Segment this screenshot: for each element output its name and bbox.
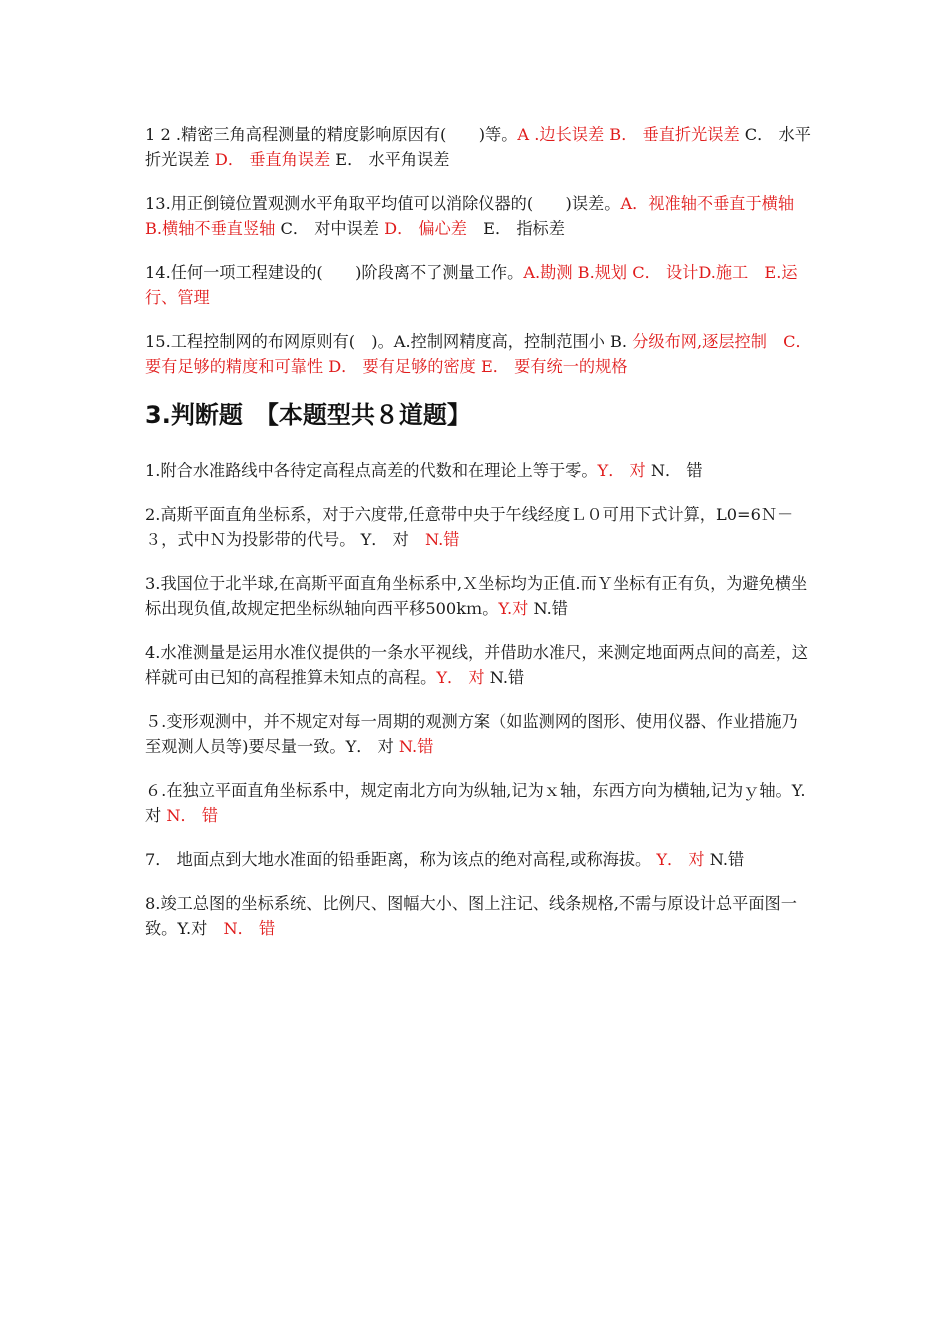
answer-option: 分级布网,逐层控制 C． 要有足够的精度和可靠性 D． 要有足够的密度 E． 要有统一的规格 <box>145 332 812 376</box>
question-text: ６.在独立平面直角坐标系中，规定南北方向为纵轴,记为ｘ轴，东西方向为横轴,记为ｙ轴。Y.对 <box>145 781 806 825</box>
answer-option: Y． 对 <box>436 668 485 687</box>
question-text: N． 错 <box>645 461 703 480</box>
answer-option: A.勘测 B.规划 C． 设计D.施工 E.运行、管理 <box>145 263 798 307</box>
question-text: E． 水平角误差 <box>330 150 450 169</box>
question-text: 1 2 .精密三角高程测量的精度影响原因有( )等。 <box>145 125 518 144</box>
document-page <box>145 122 813 960</box>
question-14 <box>145 260 813 310</box>
answer-option: N.错 <box>398 737 434 756</box>
answer-option: A．视准轴不垂直于横轴 B.横轴不垂直竖轴 <box>145 194 795 238</box>
question-text: C． 对中误差 <box>275 219 385 238</box>
answer-option: N.错 <box>424 530 460 549</box>
judge-question-6 <box>145 778 813 828</box>
question-13 <box>145 191 813 241</box>
judge-question-3 <box>145 571 813 621</box>
question-text: 1.附合水准路线中各待定高程点高差的代数和在理论上等于零。 <box>145 461 598 480</box>
question-text: 3.我国位于北半球,在高斯平面直角坐标系中,Ｘ坐标均为正值.而Ｙ坐标有正有负，为避免横坐标出现负值,故规定把坐标纵轴向西平移500kｍ。 <box>145 574 808 618</box>
question-15 <box>145 329 813 379</box>
question-text: 8.竣工总图的坐标系统、比例尺、图幅大小、图上注记、线条规格,不需与原设计总平面图一致。Y.对 <box>145 894 797 938</box>
answer-option: A .边长误差 B． 垂直折光误差 <box>517 125 740 144</box>
judge-question-7 <box>145 847 813 872</box>
question-text: ５.变形观测中，并不规定对每一周期的观测方案（如监测网的图形、使用仪器、作业措施乃至观测人员等)要尽量一致。Y． 对 <box>145 712 798 756</box>
answer-option: N． 错 <box>166 806 219 825</box>
question-text: E． 指标差 <box>467 219 565 238</box>
judge-question-4 <box>145 640 813 690</box>
judge-question-1 <box>145 458 813 483</box>
answer-option: N． 错 <box>223 919 276 938</box>
question-text: N.错 <box>528 599 568 618</box>
answer-option: Y． 对 <box>656 850 705 869</box>
question-text: 13.用正倒镜位置观测水平角取平均值可以消除仪器的( )误差。 <box>145 194 621 213</box>
answer-option: Y.对 <box>498 599 529 618</box>
judge-question-5 <box>145 709 813 759</box>
section-heading: 3.判断题 【本题型共８道题】 <box>145 401 471 429</box>
question-text: 15.工程控制网的布网原则有( )。A.控制网精度高，控制范围小 B. <box>145 332 633 351</box>
answer-option: Y． 对 <box>597 461 646 480</box>
question-text: 4.水准测量是运用水准仪提供的一条水平视线，并借助水准尺，来测定地面两点间的高差，这样就可由已知的高程推算未知点的高程。 <box>145 643 808 687</box>
question-text: N.错 <box>704 850 745 869</box>
answer-option: D． 偏心差 <box>384 219 467 238</box>
judge-question-8 <box>145 891 813 941</box>
question-text: C． 水平折光误差 <box>145 125 811 169</box>
judge-question-2 <box>145 502 813 552</box>
question-text: N.错 <box>484 668 525 687</box>
question-text: 2.高斯平面直角坐标系，对于六度带,任意带中央于午线经度Ｌ０可用下式计算，L0=6Ｎ－３，式中Ｎ为投影带的代号。 Y． 对 <box>145 505 794 549</box>
question-text: 7． 地面点到大地水准面的铅垂距离，称为该点的绝对高程,或称海拔。 <box>145 850 657 869</box>
question-text: 14.任何一项工程建设的( )阶段离不了测量工作。 <box>145 263 524 282</box>
question-12 <box>145 122 813 172</box>
answer-option: D． 垂直角误差 <box>214 150 331 169</box>
